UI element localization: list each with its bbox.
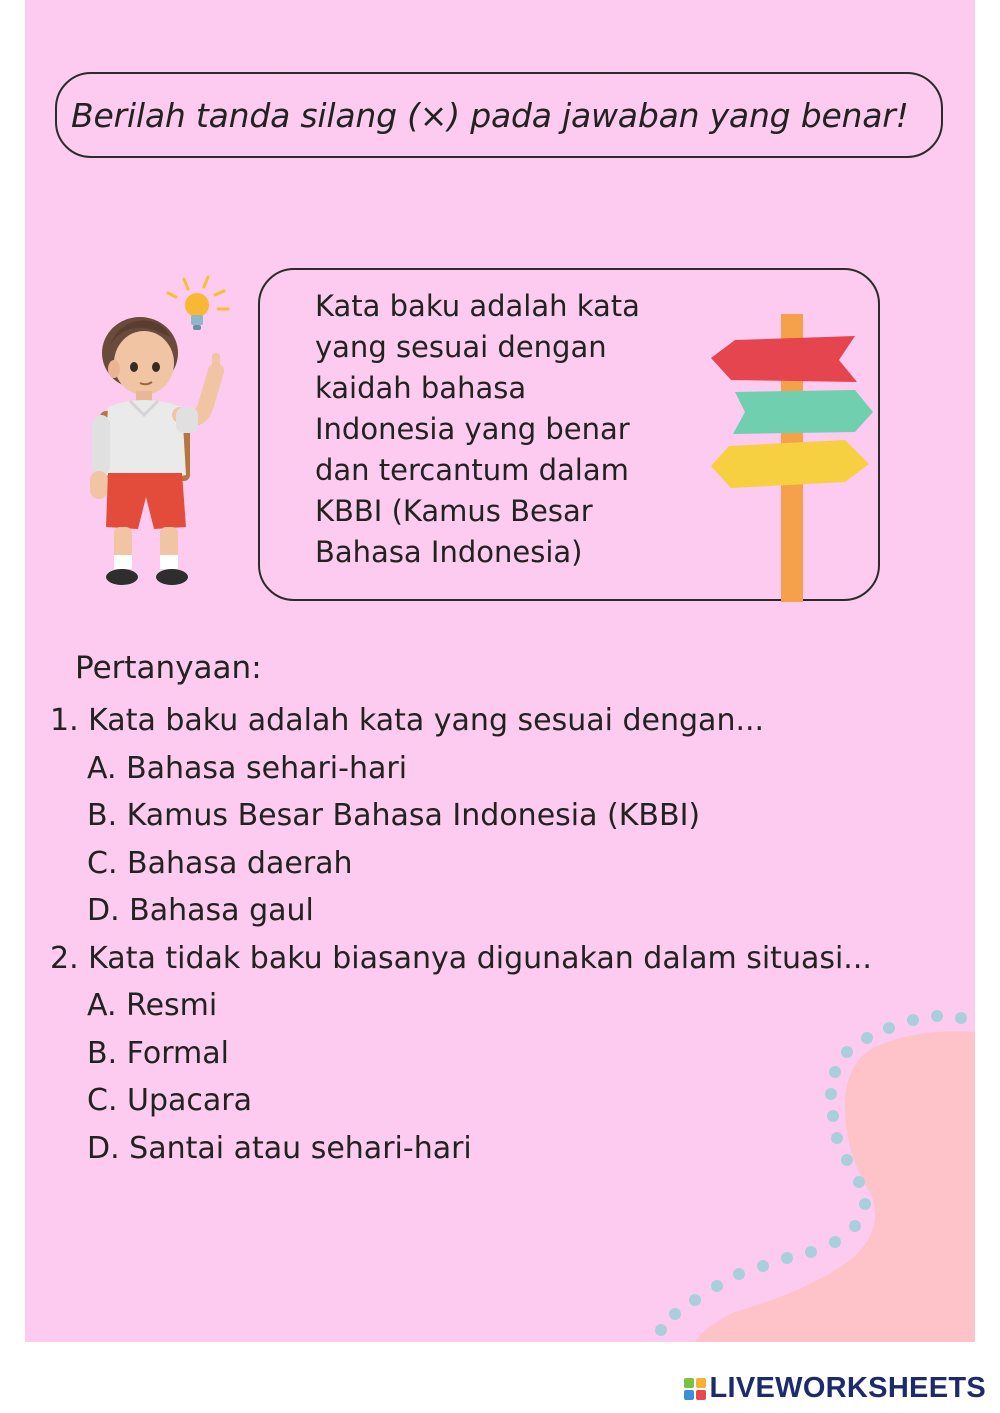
instruction-box xyxy=(55,72,943,158)
signpost-icon xyxy=(705,310,885,602)
definition-line: KBBI (Kamus Besar xyxy=(315,494,593,528)
definition-line: Bahasa Indonesia) xyxy=(315,535,583,569)
boy-with-idea-icon xyxy=(70,275,250,595)
definition-line: kaidah bahasa xyxy=(315,371,527,405)
instruction-text: Berilah tanda silang (×) pada jawaban yang benar! xyxy=(71,95,909,135)
definition-line: Indonesia yang benar xyxy=(315,412,630,446)
question-2-option-c[interactable]: C. Upacara xyxy=(87,1083,252,1118)
definition-line: Kata baku adalah kata xyxy=(315,289,640,323)
liveworksheets-logo-icon xyxy=(684,1378,706,1400)
liveworksheets-brand-text: LIVEWORKSHEETS xyxy=(709,1372,986,1404)
question-2: 2. Kata tidak baku biasanya digunakan dalam situasi... xyxy=(50,941,872,976)
definition-line: dan tercantum dalam xyxy=(315,453,629,487)
question-2-option-d[interactable]: D. Santai atau sehari-hari xyxy=(87,1131,472,1166)
question-2-option-a[interactable]: A. Resmi xyxy=(87,988,218,1023)
questions-heading: Pertanyaan: xyxy=(75,650,262,686)
question-1-option-b[interactable]: B. Kamus Besar Bahasa Indonesia (KBBI) xyxy=(87,798,701,833)
question-2-option-b[interactable]: B. Formal xyxy=(87,1036,229,1071)
definition-text xyxy=(315,286,695,573)
question-1-option-a[interactable]: A. Bahasa sehari-hari xyxy=(87,751,408,786)
question-1-option-c[interactable]: C. Bahasa daerah xyxy=(87,846,353,881)
definition-line: yang sesuai dengan xyxy=(315,330,607,364)
liveworksheets-logo[interactable] xyxy=(684,1372,987,1405)
decorative-dots-blob xyxy=(615,990,975,1342)
worksheet-page xyxy=(25,0,975,1342)
question-1-option-d[interactable]: D. Bahasa gaul xyxy=(87,893,314,928)
question-1: 1. Kata baku adalah kata yang sesuai dengan... xyxy=(50,703,765,738)
